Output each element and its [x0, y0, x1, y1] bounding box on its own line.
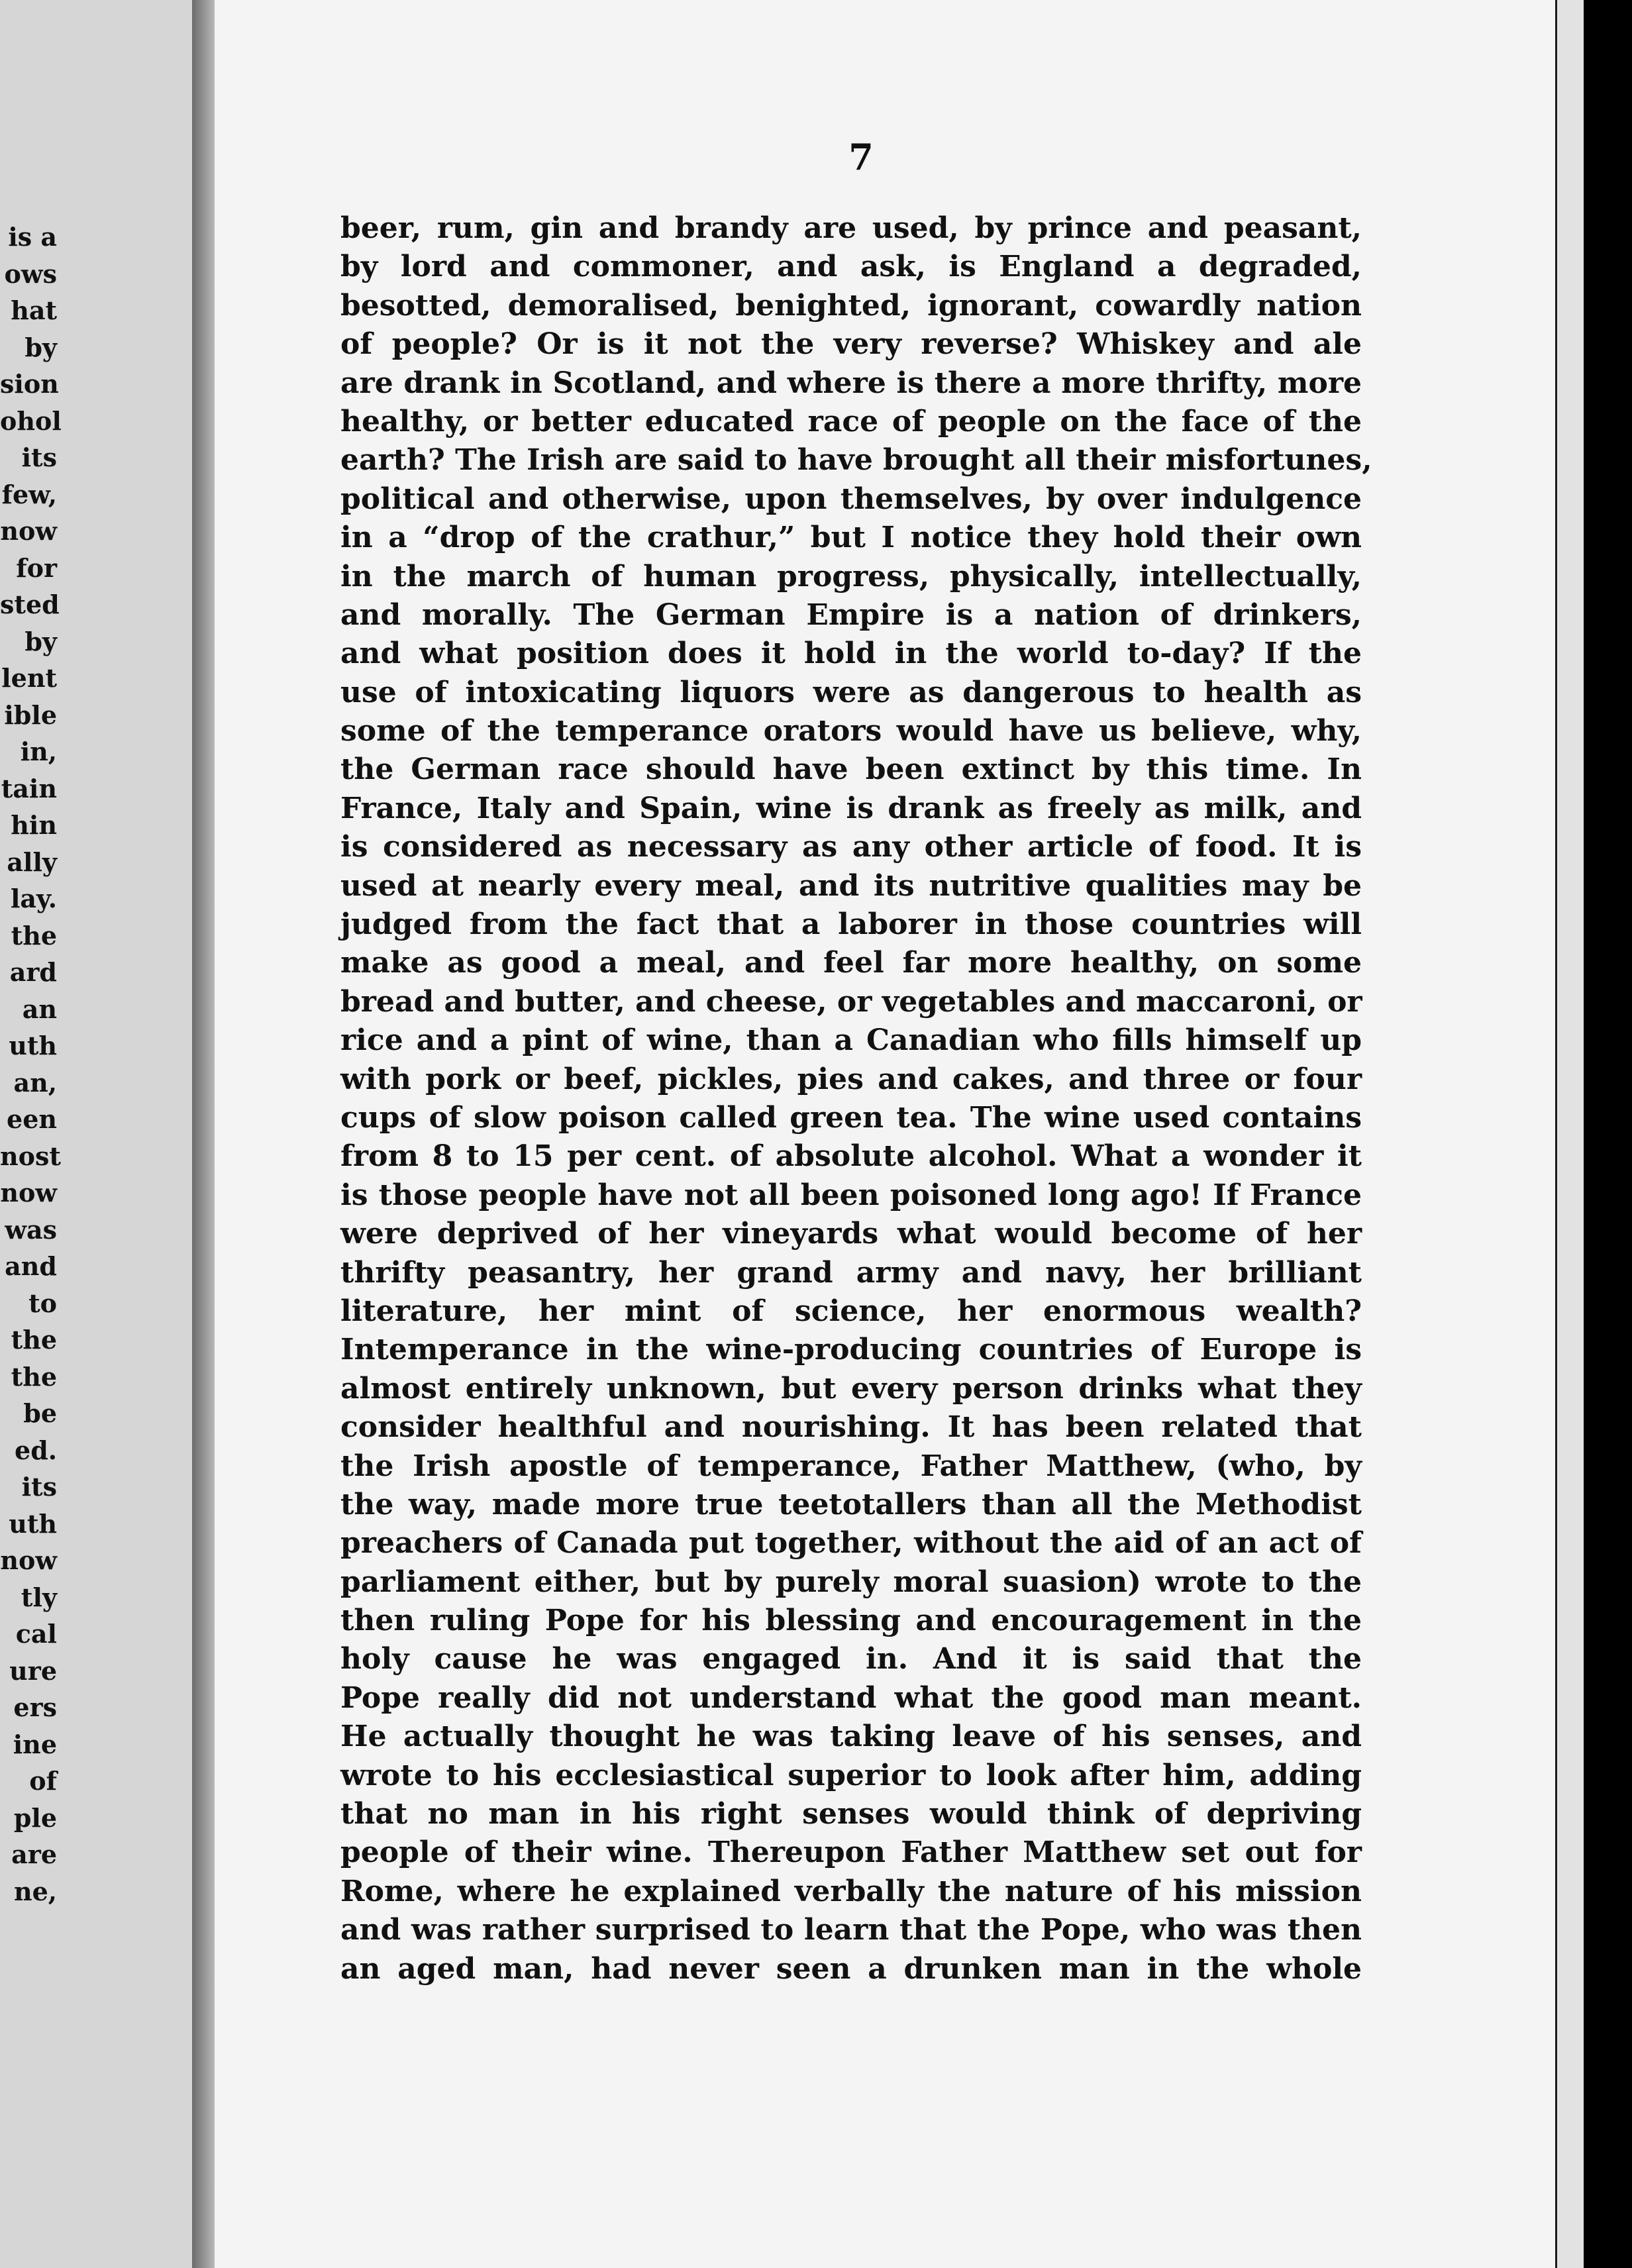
page-body-text	[340, 209, 1372, 1988]
left-page-fragment: ne,	[13, 1876, 57, 1906]
text-line: cups of slow poison called green tea. The wine used contains	[340, 1100, 1362, 1135]
left-page-fragment: now	[0, 516, 57, 546]
text-line: France, Italy and Spain, wine is drank as freely as milk, and	[340, 791, 1362, 825]
left-page-fragment: uth	[9, 1031, 57, 1060]
text-line: political and otherwise, upon themselves, by over indulgence	[340, 482, 1362, 516]
text-line: He actually thought he was taking leave of his senses, and	[340, 1720, 1362, 1754]
left-page-fragment: by	[25, 332, 57, 362]
text-line: that no man in his right senses would think of depriving	[340, 1797, 1362, 1831]
text-line: and was rather surprised to learn that the Pope, who was then	[340, 1913, 1362, 1947]
text-line: healthy, or better educated race of people on the face of the	[340, 404, 1362, 438]
text-line: parliament either, but by purely moral suasion) wrote to the	[340, 1565, 1362, 1599]
text-line: almost entirely unknown, but every person drinks what they	[340, 1371, 1362, 1406]
text-line: some of the temperance orators would have us believe, why,	[340, 714, 1362, 748]
left-page-fragment: ure	[9, 1655, 57, 1686]
left-page-fragment: and	[5, 1251, 57, 1281]
text-line: Rome, where he explained verbally the nature of his mission	[340, 1874, 1362, 1908]
left-page-fragment: an,	[13, 1067, 57, 1098]
text-line: wrote to his ecclesiastical superior to look after him, adding	[340, 1758, 1362, 1792]
text-line: is considered as necessary as any other article of food. It is	[340, 830, 1362, 864]
text-line: the Irish apostle of temperance, Father Matthew, (who, by	[340, 1449, 1362, 1483]
text-line: Pope really did not understand what the good man meant.	[340, 1680, 1362, 1715]
left-page-fragment: the	[11, 1325, 57, 1355]
left-page-fragment: hat	[11, 295, 57, 325]
left-page-fragment: sted	[0, 590, 60, 619]
text-line: in a “drop of the crathur,” but I notice they hold their own	[340, 521, 1362, 555]
text-line: besotted, demoralised, benighted, ignorant, cowardly nation	[340, 288, 1362, 323]
text-line: an aged man, had never seen a drunken man in the whole	[340, 1951, 1362, 1986]
left-page-fragment: cal	[15, 1619, 57, 1649]
text-line: use of intoxicating liquors were as dangerous to health as	[340, 675, 1362, 709]
left-page-fragment: now	[0, 1178, 57, 1208]
left-page-fragment: ard	[9, 957, 57, 987]
text-line: and what position does it hold in the world to-day? If the	[340, 637, 1362, 671]
left-page-fragment: the	[11, 920, 57, 951]
text-line: were deprived of her vineyards what would become of her	[340, 1217, 1362, 1251]
left-page-fragment: ally	[7, 847, 57, 877]
left-page-fragment: ows	[4, 258, 57, 289]
page-edge	[1555, 0, 1584, 2268]
text-line: preachers of Canada put together, without the aid of an act of	[340, 1526, 1362, 1561]
text-line: from 8 to 15 per cent. of absolute alcohol. What a wonder it	[340, 1139, 1362, 1174]
left-page-fragment: uth	[9, 1508, 57, 1539]
text-line: holy cause he was engaged in. And it is said that the	[340, 1642, 1362, 1676]
text-line: the German race should have been extinct by this time. In	[340, 752, 1362, 787]
left-page-fragment: ine	[13, 1729, 57, 1759]
text-line: literature, her mint of science, her enormous wealth?	[340, 1294, 1362, 1328]
left-page-fragment: ple	[13, 1802, 57, 1833]
text-line: earth? The Irish are said to have brought all their misfortunes,	[340, 443, 1372, 478]
left-page-fragment: by	[25, 626, 57, 656]
left-page-fragment: few,	[1, 479, 57, 509]
left-page-fragment: hin	[11, 810, 57, 840]
text-line: is those people have not all been poisoned long ago! If France	[340, 1178, 1362, 1212]
text-line: with pork or beef, pickles, pies and cakes, and three or four	[340, 1062, 1362, 1096]
left-page-fragment: was	[5, 1214, 57, 1245]
left-page-fragment: een	[7, 1104, 57, 1134]
text-line: in the march of human progress, physically, intellectually,	[340, 559, 1362, 593]
left-page-fragment: is a	[8, 222, 57, 252]
text-line: are drank in Scotland, and where is there a more thrifty, more	[340, 366, 1362, 400]
text-line: and morally. The German Empire is a nation of drinkers,	[340, 597, 1362, 632]
text-line: thrifty peasantry, her grand army and navy, her brilliant	[340, 1255, 1362, 1290]
text-line: then ruling Pope for his blessing and encouragement in the	[340, 1604, 1362, 1638]
text-line: Intemperance in the wine-producing countries of Europe is	[340, 1333, 1362, 1367]
left-page-fragment: lent	[1, 663, 57, 693]
left-page-fragment: nost	[0, 1141, 61, 1171]
left-page-fragment: of	[29, 1766, 57, 1796]
text-line: used at nearly every meal, and its nutritive qualities may be	[340, 868, 1362, 903]
left-page-fragment: lay.	[10, 884, 57, 913]
text-line: bread and butter, and cheese, or vegetables and maccaroni, or	[340, 984, 1362, 1019]
left-page-fragment: tain	[1, 773, 57, 803]
left-page-fragment: be	[23, 1398, 57, 1428]
page-number: 7	[848, 136, 874, 178]
text-line: judged from the fact that a laborer in those countries will	[340, 907, 1362, 942]
left-page-fragment: for	[16, 552, 57, 583]
left-page-fragment: tly	[21, 1582, 57, 1612]
left-page-fragment: now	[0, 1545, 57, 1575]
left-page-fragment: ible	[4, 699, 57, 730]
left-page-fragment: the	[11, 1361, 57, 1392]
left-page-fragment: its	[21, 1472, 57, 1502]
text-line: consider healthful and nourishing. It has been related that	[340, 1410, 1362, 1445]
text-line: rice and a pint of wine, than a Canadian who fills himself up	[340, 1023, 1362, 1058]
left-page-fragment: in,	[20, 737, 57, 766]
text-line: of people? Or is it not the very reverse? Whiskey and ale	[340, 327, 1362, 362]
left-page-fragment: to	[28, 1288, 57, 1318]
text-line: make as good a meal, and feel far more healthy, on some	[340, 946, 1362, 980]
text-line: by lord and commoner, and ask, is England a degraded,	[340, 250, 1362, 284]
left-page-fragment: are	[11, 1839, 57, 1869]
book-gutter	[192, 0, 215, 2268]
left-page	[0, 0, 192, 2268]
text-line: beer, rum, gin and brandy are used, by prince and peasant,	[340, 211, 1362, 245]
left-page-fragment: ohol	[0, 405, 62, 436]
left-page-text-fragments	[0, 219, 62, 1910]
text-line: the way, made more true teetotallers than all the Methodist	[340, 1487, 1362, 1521]
text-line: people of their wine. Thereupon Father Matthew set out for	[340, 1835, 1362, 1870]
left-page-fragment: an	[22, 994, 57, 1024]
left-page-fragment: ed.	[15, 1435, 57, 1465]
left-page-fragment: ers	[13, 1692, 57, 1722]
left-page-fragment: sion	[0, 369, 59, 399]
left-page-fragment: its	[21, 442, 57, 472]
